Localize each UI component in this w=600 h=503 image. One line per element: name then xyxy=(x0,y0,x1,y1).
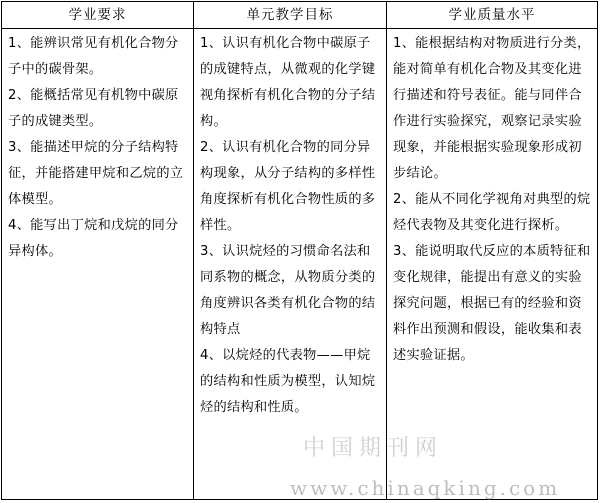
column-body xyxy=(194,29,386,421)
column-unit-teaching-goals xyxy=(194,2,387,499)
list-item: 3、能描述甲烷的分子结构特征，并能搭建甲烷和乙烷的立体模型。 xyxy=(8,140,184,207)
list-item: 2、能概括常见有机物中碳原子的成键类型。 xyxy=(8,88,179,129)
watermark-cn: 中国期刊网 xyxy=(303,436,444,461)
column-body xyxy=(2,29,193,265)
list-item: 3、认识烷烃的习惯命名法和同系物的概念，从物质分类的角度辨识各类有机化合物的结构特点 xyxy=(200,244,376,337)
list-item: 4、以烷烃的代表物——甲烷的结构和性质为模型，认知烷烃的结构和性质。 xyxy=(200,348,376,415)
list-item: 3、能说明取代反应的本质特征和变化规律，能提出有意义的实验探究问题，根据已有的经验和资料作出预测和假设，能收集和表述实验证据。 xyxy=(393,244,591,363)
column-body xyxy=(387,29,597,369)
curriculum-table xyxy=(1,1,598,500)
column-header: 学业要求 xyxy=(2,2,193,29)
list-item: 4、能写出丁烷和戊烷的同分异构体。 xyxy=(8,218,179,259)
column-header: 单元教学目标 xyxy=(194,2,386,29)
watermark-url: www.chinaqking.com xyxy=(290,476,561,500)
list-item: 1、认识有机化合物中碳原子的成键特点，从微观的化学键视角探析有机化合物的分子结构。 xyxy=(200,36,376,129)
list-item: 2、能从不同化学视角对典型的烷烃代表物及其变化进行探析。 xyxy=(393,192,591,233)
list-item: 1、能辨识常见有机化合物分子中的碳骨架。 xyxy=(8,36,179,77)
list-item: 2、认识有机化合物的同分异构现象，从分子结构的多样性角度探析有机化合物性质的多样性。 xyxy=(200,140,376,233)
list-item: 1、能根据结构对物质进行分类，能对简单有机化合物及其变化进行描述和符号表征。能与同伴合作进行实验探究，观察记录实验现象，并能根据实验现象形成初步结论。 xyxy=(393,36,591,181)
column-academic-quality-level xyxy=(387,2,597,499)
column-header: 学业质量水平 xyxy=(387,2,597,29)
column-academic-requirements xyxy=(2,2,194,499)
